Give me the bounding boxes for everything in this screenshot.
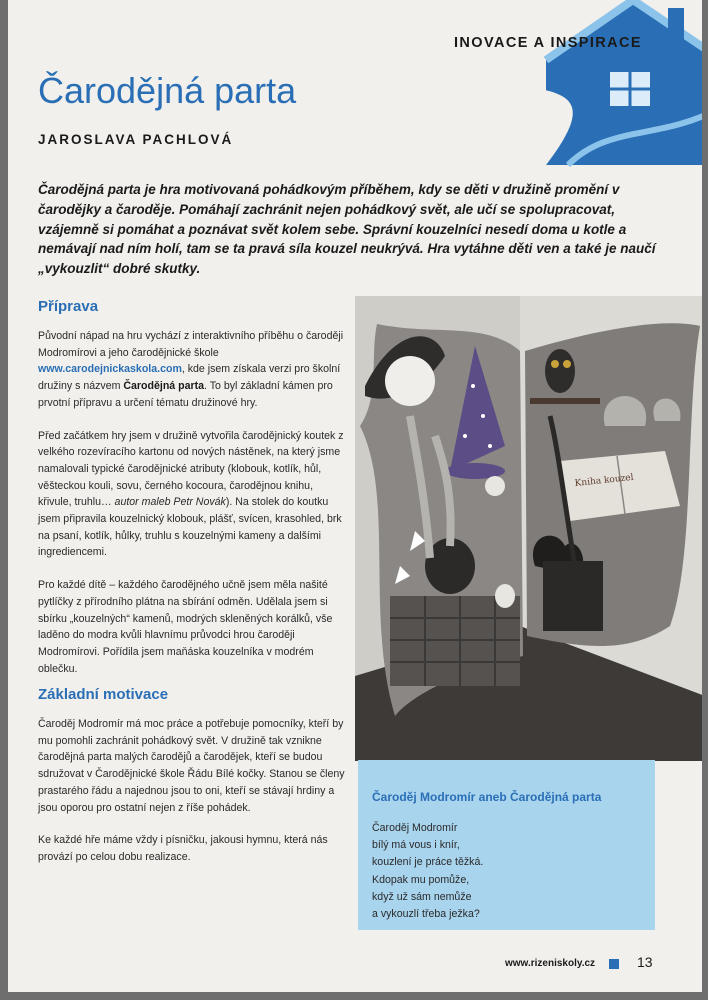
section-heading-motivace: Základní motivace [38, 686, 169, 703]
poem-line: Kdopak mu pomůže, [372, 873, 470, 886]
poem-line: bílý má vous i knír, [372, 839, 460, 852]
website-link[interactable]: www.carodejnickaskola.com [38, 363, 182, 376]
house-logo-icon [538, 0, 702, 170]
paragraph: Čaroděj Modromír má moc práce a potřebuje pomocníky, kteří by mu pomohli zachránit pohádkový svět. V družině tak vznikne čarodějná parta malých čarodějů a čarodějek, kteří se budou sdružovat v Čarodějnické škole Řádu Bílé kočky. Stanou se členy prastarého řádu a najednou jsou to oni, kteří se stávají hrdiny a jsou oporou pro ostatní nejen z říše pohádek. [38, 718, 345, 814]
paragraph: Původní nápad na hru vychází z interaktivního příběhu o čaroději Modromírovi a jeho čarodějnické škole www.carodejnickaskola.com, kde jsem získala verzi pro školní družiny s názvem Čarodějná parta. To byl základní kámen pro prvotní přípravu a určení tématu družinové hry. [38, 330, 344, 409]
footer-square-icon [609, 959, 619, 969]
page-number: 13 [637, 954, 653, 970]
section-motivace-body [38, 716, 348, 866]
footer-url[interactable]: www.rizeniskoly.cz [505, 958, 596, 969]
sidebar-box [358, 760, 655, 930]
article-lead: Čarodějná parta je hra motivovaná pohádkovým příběhem, kdy se děti v družině promění v čarodějky a čaroděje. Pomáhají zachránit nejen pohádkový svět, ale učí se spolupracovat, vzájemně si pomáhat a poznávat svět kolem sebe. Správní kouzelníci nesedí doma u kotle a nemávají nad ním holí, tam se ta pravá síla kouzel neukrývá. Hra vytáhne děti ven a také je naučí „vykouzlit“ dobré skutky. [38, 182, 656, 277]
paragraph: Pro každé dítě – každého čarodějného učně jsem měla našité pytlíčky z přírodního plátna na sbírání odměn. Udělala jsem si sbírku „kouzelných“ kamenů, modrých skleněných korálků, vše laděno do modra kvůli hlavnímu průvodci hrou čaroději Modromírovi. Pořídila jsem maňáska kouzelníka v modrém oblečku. [38, 579, 333, 675]
poem-line: když už sám nemůže [372, 890, 472, 903]
photo-book-text: Kniha kouzel [574, 472, 635, 489]
magazine-page [8, 0, 702, 992]
article-author: JAROSLAVA PACHLOVÁ [38, 132, 234, 147]
poem-line: kouzlení je práce těžká. [372, 856, 484, 869]
paragraph: Před začátkem hry jsem v družině vytvořila čarodějnický koutek z velkého rozevíracího kartonu od nových nástěnek, na který jsme namalovali typické čarodějnické atributy (klobouk, kotlík, hůl, věšteckou kouli, sovu, černého kocoura, čarodějnou knihu, křivule, truhlu… autor maleb Petr Novák). Na stolek do koutku jsem připravila kouzelnický klobouk, plášť, svícen, krasohled, brk na psaní, kotlík, hůlky, truhlu s kouzelnými kameny a dalšími ingrediencemi. [38, 429, 344, 559]
section-label: INOVACE A INSPIRACE [454, 35, 642, 51]
article-title: Čarodějná parta [38, 70, 297, 111]
paragraph: Ke každé hře máme vždy i písničku, jakousi hymnu, která nás provází po celou dobu realizace. [38, 834, 328, 863]
section-priprava-body [38, 328, 348, 677]
sidebar-box-title: Čaroděj Modromír aneb Čarodějná parta [372, 790, 602, 804]
poem [372, 820, 483, 923]
poem-line: a vykouzlí třeba ježka? [372, 908, 480, 921]
witch-corner-photo [355, 296, 702, 761]
poem-line: Čaroděj Modromír [372, 822, 458, 834]
section-heading-priprava: Příprava [38, 298, 99, 315]
